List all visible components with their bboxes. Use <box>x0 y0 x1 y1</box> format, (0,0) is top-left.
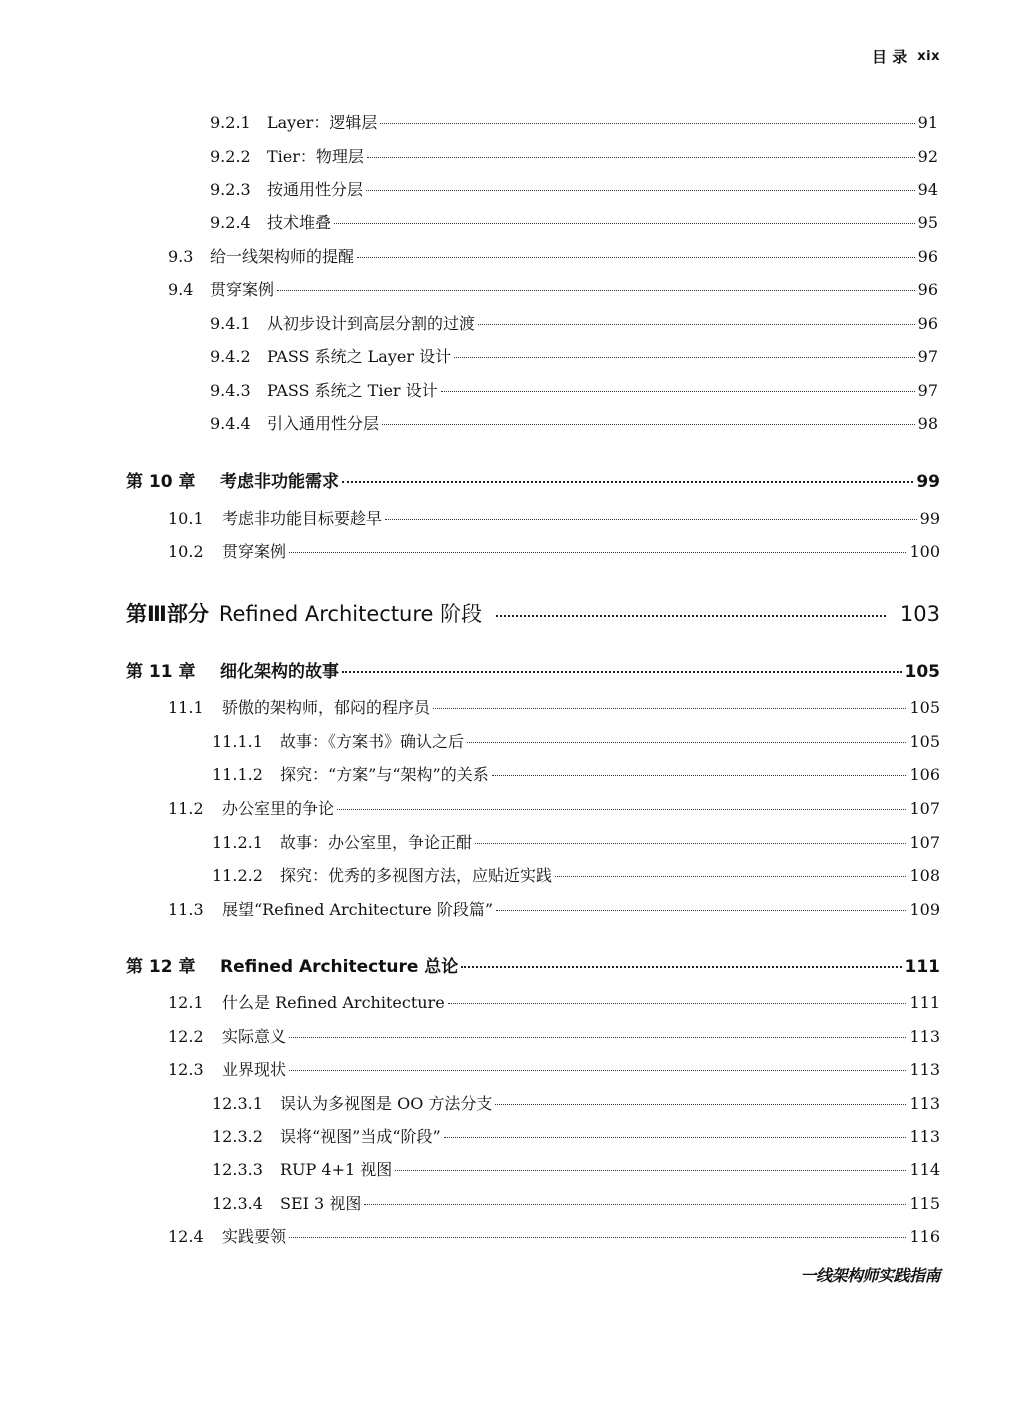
toc-entry-page: 115 <box>909 1194 940 1213</box>
toc-entry[interactable] <box>212 1191 940 1214</box>
toc-entry[interactable] <box>210 110 938 133</box>
toc-entry[interactable] <box>212 762 940 785</box>
dot-leader <box>461 965 901 968</box>
toc-entry-page: 107 <box>909 799 940 818</box>
dot-leader <box>444 1136 907 1138</box>
toc-part-number: 第Ⅲ部分 <box>126 602 209 626</box>
toc-entry[interactable] <box>168 897 940 920</box>
toc-entry-page: 95 <box>917 213 938 232</box>
toc-entry[interactable] <box>212 1124 940 1147</box>
toc-entry-number: 12.2 <box>168 1027 204 1046</box>
toc-chapter-number: 第 10 章 <box>126 472 196 492</box>
toc-entry-number: 9.2.4 <box>210 213 251 232</box>
dot-leader <box>382 423 915 425</box>
toc-entry-page: 113 <box>909 1027 940 1046</box>
toc-entry-title: 故事：办公室里，争论正酣 <box>280 833 473 852</box>
dot-leader <box>454 356 915 358</box>
toc-entry-title: 按通用性分层 <box>267 180 364 199</box>
toc-entry-title: 办公室里的争论 <box>222 799 335 818</box>
toc-entry-page: 106 <box>909 765 940 784</box>
toc-entry-title: 业界现状 <box>222 1060 287 1079</box>
dot-leader <box>367 156 915 158</box>
dot-leader <box>334 222 915 224</box>
toc-entry-number: 12.1 <box>168 993 204 1012</box>
dot-leader <box>366 189 915 191</box>
dot-leader <box>380 122 914 124</box>
dot-leader <box>467 741 906 743</box>
toc-entry-title: 给一线架构师的提醒 <box>210 247 355 266</box>
toc-entry-page: 109 <box>909 900 940 919</box>
toc-entry-number: 12.3.1 <box>212 1094 263 1113</box>
toc-entry-title: 考虑非功能目标要趁早 <box>222 509 383 528</box>
header-section: 目 录 <box>872 47 908 66</box>
toc-entry-page: 105 <box>909 732 940 751</box>
toc-entry-title: 探究：“方案”与“架构”的关系 <box>280 765 489 784</box>
toc-entry-page: 97 <box>917 347 938 366</box>
toc-entry-page: 96 <box>917 247 938 266</box>
toc-entry-title: SEI 3 视图 <box>280 1194 362 1213</box>
toc-entry-title: 故事：《方案书》确认之后 <box>280 732 465 751</box>
toc-entry[interactable] <box>210 378 938 401</box>
toc-chapter-title: Refined Architecture 总论 <box>220 957 459 977</box>
toc-entry-page: 108 <box>909 866 940 885</box>
dot-leader <box>475 842 906 844</box>
dot-leader <box>441 390 915 392</box>
toc-entry[interactable] <box>168 796 940 819</box>
dot-leader <box>357 256 915 258</box>
toc-entry-page: 96 <box>917 314 938 333</box>
toc-chapter-title: 考虑非功能需求 <box>220 472 339 492</box>
running-header <box>830 44 940 68</box>
dot-leader <box>277 289 915 291</box>
toc-entry-page: 98 <box>917 414 938 433</box>
toc-entry[interactable] <box>168 539 940 562</box>
toc-entry-page: 91 <box>917 113 938 132</box>
dot-leader <box>337 808 906 810</box>
dot-leader <box>385 518 917 520</box>
dot-leader <box>342 670 902 673</box>
toc-entry-page: 105 <box>909 698 940 717</box>
toc-entry-page: 107 <box>909 833 940 852</box>
toc-entry[interactable] <box>168 506 940 529</box>
toc-entry[interactable] <box>168 695 940 718</box>
dot-leader <box>342 480 913 483</box>
toc-entry-page: 96 <box>917 280 938 299</box>
toc-entry-page: 113 <box>909 1127 940 1146</box>
toc-entry[interactable] <box>212 1091 940 1114</box>
toc-entry-number: 9.2.2 <box>210 147 251 166</box>
dot-leader <box>364 1203 906 1205</box>
toc-entry-number: 9.2.1 <box>210 113 251 132</box>
toc-entry-number: 9.4 <box>168 280 194 299</box>
toc-part-title: Refined Architecture 阶段 <box>218 602 483 626</box>
dot-leader <box>395 1169 906 1171</box>
dot-leader <box>289 1236 906 1238</box>
book-title-footer: 一线架构师实践指南 <box>800 1266 940 1285</box>
toc-entry-page: 113 <box>909 1094 940 1113</box>
toc-entry-number: 10.1 <box>168 509 204 528</box>
toc-entry-title: 什么是 Refined Architecture <box>222 993 445 1012</box>
toc-chapter-page: 105 <box>904 662 940 682</box>
toc-entry-number: 9.4.4 <box>210 414 251 433</box>
toc-entry[interactable] <box>210 144 938 167</box>
toc-entry-page: 97 <box>917 381 938 400</box>
toc-entry-page: 114 <box>909 1160 940 1179</box>
toc-entry-number: 12.3 <box>168 1060 204 1079</box>
dot-leader <box>289 1069 906 1071</box>
toc-entry[interactable] <box>168 244 938 267</box>
toc-entry-title: PASS 系统之 Tier 设计 <box>267 381 438 400</box>
dot-leader <box>496 614 886 617</box>
toc-chapter-number: 第 11 章 <box>126 662 196 682</box>
toc-entry-number: 11.1.2 <box>212 765 263 784</box>
toc-entry-title: 贯穿案例 <box>222 542 287 561</box>
toc-entry-number: 11.2 <box>168 799 204 818</box>
toc-entry-title: Tier：物理层 <box>267 147 364 166</box>
toc-entry-title: Layer：逻辑层 <box>267 113 378 132</box>
toc-entry-number: 11.1.1 <box>212 732 263 751</box>
dot-leader <box>289 1036 906 1038</box>
toc-entry-page: 94 <box>917 180 938 199</box>
toc-chapter-number: 第 12 章 <box>126 957 196 977</box>
toc-chapter-page: 111 <box>904 957 940 977</box>
toc-entry-title: 贯穿案例 <box>210 280 275 299</box>
toc-entry[interactable] <box>210 177 938 200</box>
toc-entry-number: 12.3.3 <box>212 1160 263 1179</box>
toc-entry-number: 11.2.2 <box>212 866 263 885</box>
toc-part-page: 103 <box>899 602 940 626</box>
toc-entry-title: 展望“Refined Architecture 阶段篇” <box>222 900 494 919</box>
toc-entry-title: 骄傲的架构师，郁闷的程序员 <box>222 698 431 717</box>
toc-chapter[interactable] <box>126 952 940 977</box>
toc-entry-number: 9.3 <box>168 247 194 266</box>
dot-leader <box>289 551 906 553</box>
toc-entry-number: 12.3.2 <box>212 1127 263 1146</box>
toc-entry[interactable] <box>168 990 940 1013</box>
toc-entry[interactable] <box>210 311 938 334</box>
toc-entry-number: 11.3 <box>168 900 204 919</box>
toc-entry[interactable] <box>212 830 940 853</box>
toc-entry-page: 113 <box>909 1060 940 1079</box>
dot-leader <box>495 1103 906 1105</box>
toc-entry-title: 误认为多视图是 OO 方法分支 <box>280 1094 493 1113</box>
toc-entry-title: 误将“视图”当成“阶段” <box>280 1127 441 1146</box>
dot-leader <box>433 707 906 709</box>
dot-leader <box>496 909 906 911</box>
toc-entry-page: 111 <box>909 993 940 1012</box>
toc-entry[interactable] <box>212 1157 940 1180</box>
toc-entry[interactable] <box>168 1024 940 1047</box>
toc-entry-title: RUP 4+1 视图 <box>280 1160 393 1179</box>
dot-leader <box>555 875 906 877</box>
dot-leader <box>492 774 907 776</box>
toc-entry[interactable] <box>210 411 938 434</box>
toc-entry-title: 技术堆叠 <box>267 213 332 232</box>
toc-entry-number: 9.4.1 <box>210 314 251 333</box>
toc-entry-number: 11.2.1 <box>212 833 263 852</box>
toc-entry-title: 探究：优秀的多视图方法，应贴近实践 <box>280 866 553 885</box>
toc-entry[interactable] <box>168 277 938 300</box>
toc-entry[interactable] <box>212 863 940 886</box>
toc-entry[interactable] <box>212 729 940 752</box>
toc-entry-page: 100 <box>909 542 940 561</box>
toc-entry-page: 92 <box>917 147 938 166</box>
toc-chapter-title: 细化架构的故事 <box>220 662 339 682</box>
toc-entry-number: 11.1 <box>168 698 204 717</box>
toc-entry[interactable] <box>168 1224 940 1247</box>
toc-entry-number: 9.2.3 <box>210 180 251 199</box>
toc-entry-title: 实际意义 <box>222 1027 287 1046</box>
toc-entry-title: 实践要领 <box>222 1227 287 1246</box>
toc-entry-number: 9.4.3 <box>210 381 251 400</box>
toc-entry[interactable] <box>168 1057 940 1080</box>
toc-entry-number: 9.4.2 <box>210 347 251 366</box>
toc-entry[interactable] <box>210 344 938 367</box>
toc-chapter-page: 99 <box>916 472 940 492</box>
toc-chapter[interactable] <box>126 467 940 492</box>
header-page-number: xix <box>917 48 940 64</box>
dot-leader <box>448 1002 907 1004</box>
toc-entry-title: 引入通用性分层 <box>267 414 380 433</box>
toc-part[interactable] <box>126 598 940 628</box>
toc-entry-number: 12.4 <box>168 1227 204 1246</box>
toc-entry-number: 12.3.4 <box>212 1194 263 1213</box>
toc-entry-number: 10.2 <box>168 542 204 561</box>
toc-entry[interactable] <box>210 210 938 233</box>
toc-chapter[interactable] <box>126 657 940 682</box>
toc-entry-title: 从初步设计到高层分割的过渡 <box>267 314 476 333</box>
toc-entry-page: 116 <box>909 1227 940 1246</box>
toc-entry-page: 99 <box>919 509 940 528</box>
dot-leader <box>478 323 915 325</box>
toc-entry-title: PASS 系统之 Layer 设计 <box>267 347 452 366</box>
